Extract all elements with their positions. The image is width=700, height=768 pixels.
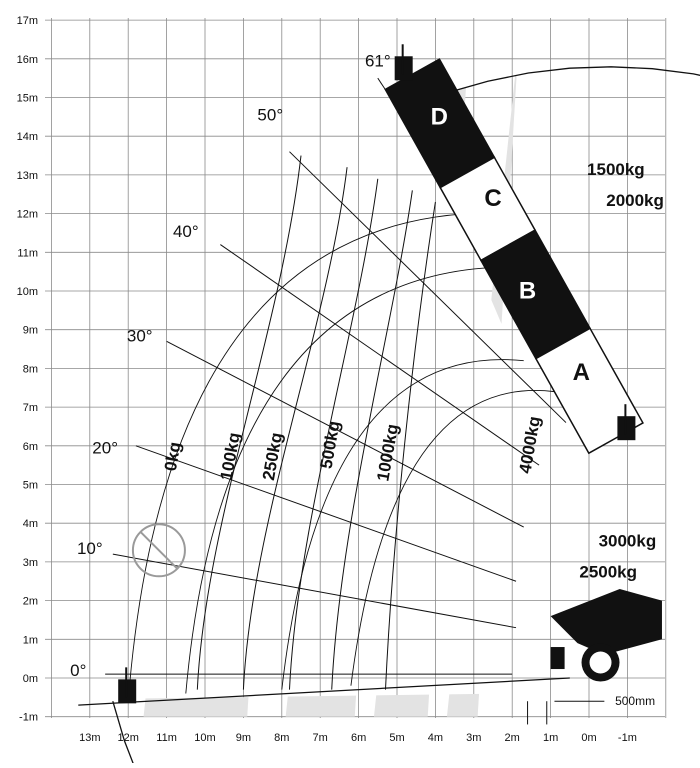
boom-angle-line-30 [167, 341, 524, 527]
load-label-1000kg: 1000kg [373, 422, 403, 483]
load-label-0kg: 0kg [160, 440, 185, 473]
y-tick-label: 17m [16, 15, 38, 28]
boom-angle-label-10: 10° [76, 539, 103, 559]
boom-angle-label-50: 50° [257, 105, 284, 125]
y-tick-label: 12m [16, 208, 38, 221]
y-tick-label: 6m [22, 440, 38, 453]
x-tick-label: -1m [617, 732, 637, 744]
chart-labels [70, 52, 664, 681]
boom-angle-label-61: 61° [364, 51, 391, 71]
load-label-4000kg: 4000kg [515, 414, 545, 475]
load-label-3000kg: 3000kg [598, 531, 657, 551]
load-curve-0kg [197, 156, 301, 690]
x-tick-label: 1m [542, 732, 559, 744]
y-tick-label: 0m [22, 673, 38, 685]
boom-angle-label-30: 30° [126, 326, 153, 346]
boom-section-label-B: B [518, 277, 537, 305]
boom-body [385, 59, 643, 453]
boom-angle-lines [105, 78, 597, 674]
y-tick-label: 15m [16, 92, 38, 105]
x-axis-ticks [79, 732, 637, 744]
x-tick-label: 9m [235, 732, 252, 744]
y-tick-label: 16m [16, 53, 38, 66]
boom-section-label-D: D [430, 103, 448, 131]
y-tick-label: 8m [22, 363, 38, 376]
y-tick-label: -1m [19, 711, 38, 724]
y-tick-label: 9m [22, 324, 38, 337]
x-tick-label: 6m [350, 732, 367, 744]
boom-angle-label-0: 0° [70, 661, 87, 681]
y-tick-label: 5m [22, 479, 38, 492]
boom [385, 59, 643, 453]
dimension-marker [528, 694, 656, 724]
load-curve-500kg [332, 190, 413, 689]
x-tick-label: 5m [389, 732, 405, 744]
capacity-arcs [128, 213, 554, 701]
load-label-100kg: 100kg [216, 431, 244, 482]
prohibited-zone-symbol [133, 524, 185, 576]
boom-section-label-A: A [572, 359, 590, 387]
y-tick-label: 7m [22, 402, 38, 415]
load-zone-band [144, 59, 288, 717]
capacity-arc-2000kg [186, 267, 539, 694]
x-tick-label: 2m [504, 732, 520, 744]
x-tick-label: 10m [194, 732, 216, 744]
y-tick-label: 13m [16, 169, 38, 182]
x-tick-label: 13m [79, 732, 101, 744]
y-tick-label: 14m [16, 131, 38, 144]
load-label-250kg: 250kg [259, 431, 287, 482]
dimension-label: 500mm [615, 694, 656, 709]
x-tick-label: 8m [274, 732, 290, 744]
boom-angle-label-20: 20° [92, 438, 119, 458]
x-tick-label: 12m [117, 732, 139, 744]
y-tick-label: 2m [22, 595, 38, 608]
capacity-arc-2500kg [282, 360, 524, 690]
load-label-2000kg: 2000kg [606, 190, 664, 210]
load-curves [197, 156, 435, 690]
y-tick-label: 10m [16, 286, 38, 298]
boom-section-label-C: C [484, 184, 502, 212]
y-tick-label: 4m [22, 518, 38, 531]
load-label-2500kg: 2500kg [579, 562, 638, 582]
y-tick-label: 1m [22, 634, 38, 647]
y-tick-label: 3m [22, 556, 38, 569]
x-tick-label: 7m [312, 732, 328, 744]
boom-angle-label-40: 40° [172, 221, 199, 241]
x-tick-label: 11m [156, 732, 177, 744]
y-tick-label: 11m [17, 247, 38, 260]
load-zone-band [286, 59, 395, 717]
x-tick-label: 3m [466, 732, 482, 744]
telehandler-icon [551, 589, 662, 682]
load-label-1500kg: 1500kg [587, 159, 645, 179]
x-tick-label: 4m [427, 732, 444, 744]
y-axis-ticks [17, 15, 38, 724]
load-label-500kg: 500kg [316, 419, 344, 471]
x-tick-label: 0m [581, 732, 597, 744]
